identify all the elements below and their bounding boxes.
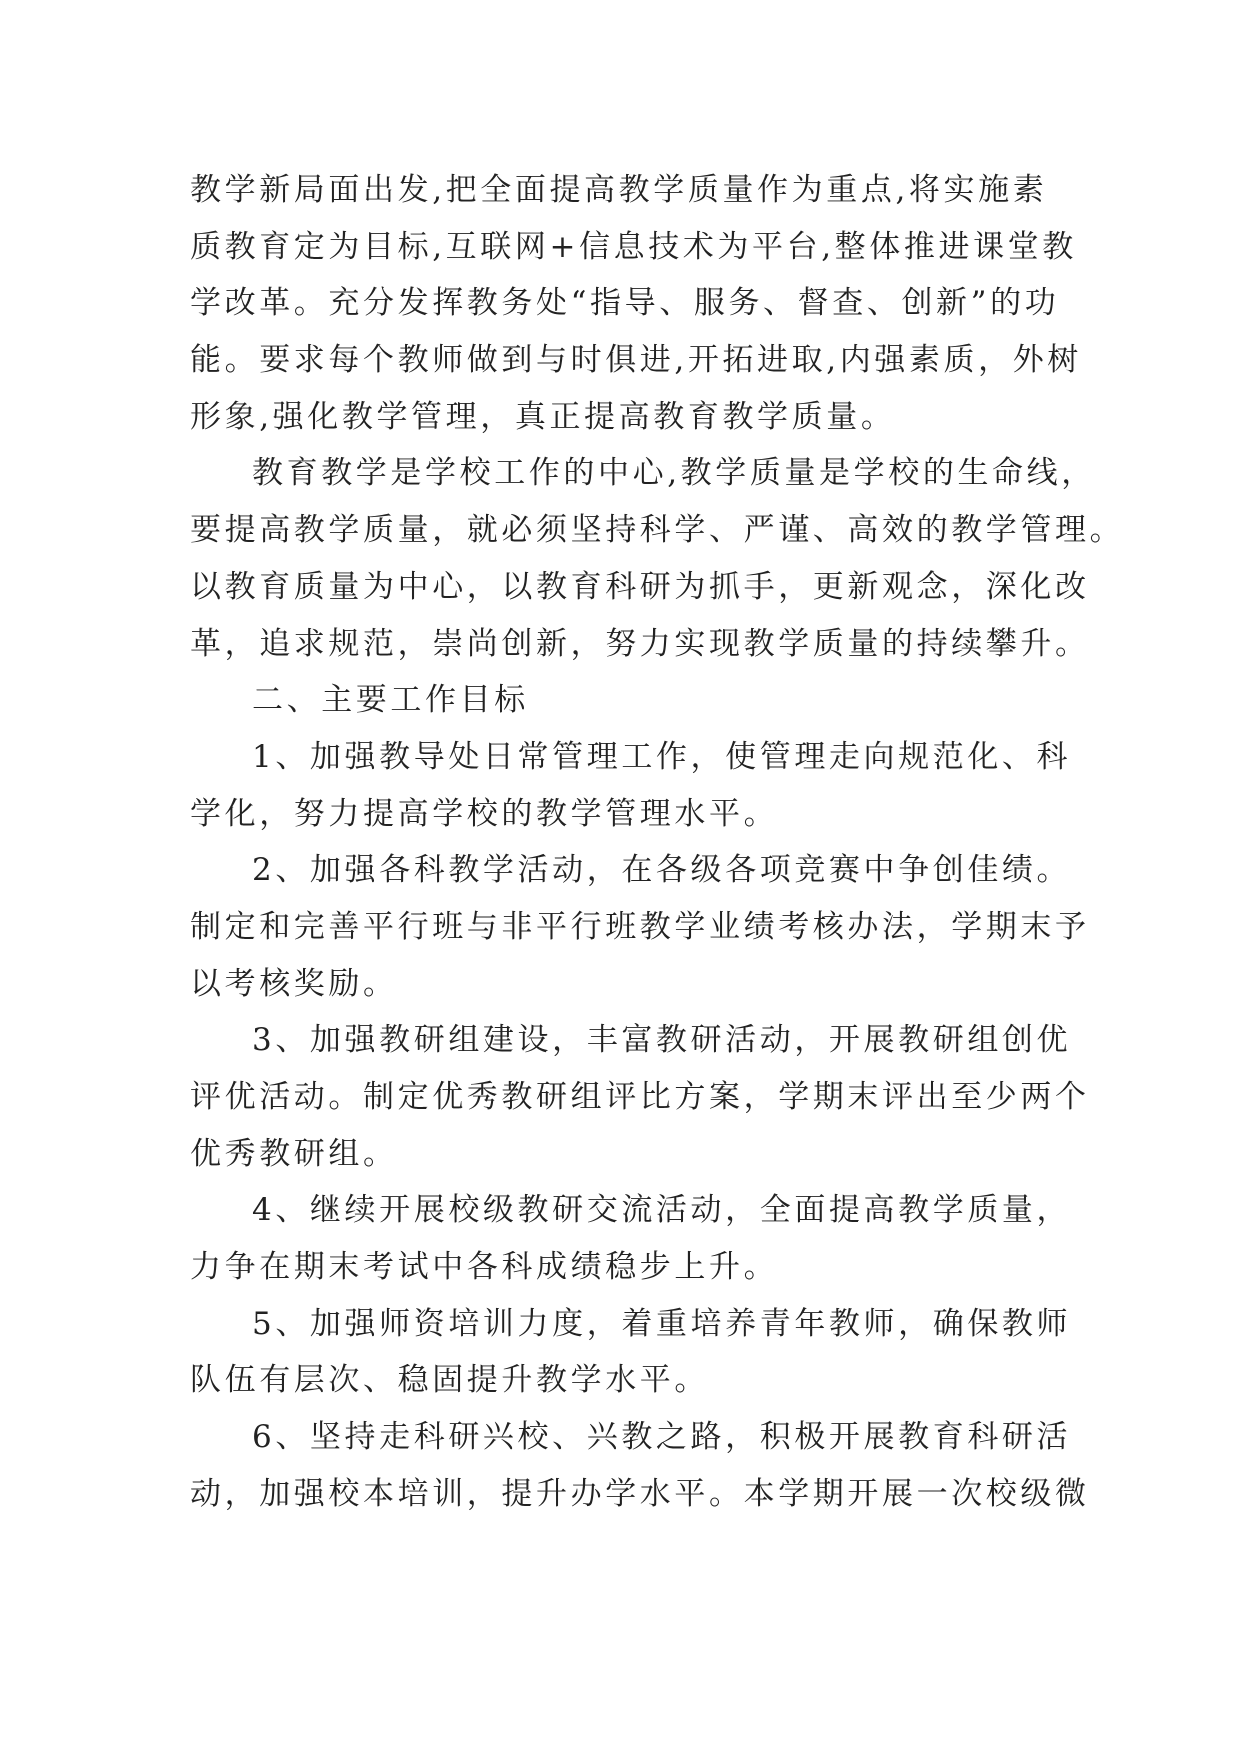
document-body xyxy=(190,162,1125,1523)
goal-item-3 xyxy=(190,1012,1090,1182)
text-line: 4、继续开展校级教研交流活动，全面提高教学质量， xyxy=(252,1192,1072,1229)
text-line: 队伍有层次、稳固提升教学水平。 xyxy=(190,1362,709,1399)
text-line: 学化，努力提高学校的教学管理水平。 xyxy=(190,795,779,832)
text-line: 1、加强教导处日常管理工作，使管理走向规范化、科 xyxy=(252,738,1072,775)
text-line: 学改革。充分发挥教务处“指导、服务、督查、创新”的功 xyxy=(190,285,1060,322)
text-line: 以教育质量为中心，以教育科研为抓手，更新观念，深化改 xyxy=(190,568,1090,605)
text-line: 教育教学是学校工作的中心,教学质量是学校的生命线， xyxy=(252,455,1096,492)
text-line: 3、加强教研组建设，丰富教研活动，开展教研组创优 xyxy=(252,1022,1072,1059)
goal-item-4 xyxy=(190,1182,1072,1295)
text-line: 2、加强各科教学活动，在各级各项竞赛中争创佳绩。 xyxy=(252,852,1072,889)
goal-item-2 xyxy=(190,842,1090,1012)
goal-item-5 xyxy=(190,1296,1072,1409)
text-line: 能。要求每个教师做到与时俱进,开拓进取,内强素质，外树 xyxy=(190,342,1082,379)
text-line: 6、坚持走科研兴校、兴教之路，积极开展教育科研活 xyxy=(252,1419,1072,1456)
text-line: 评优活动。制定优秀教研组评比方案，学期末评出至少两个 xyxy=(190,1079,1090,1115)
goal-item-6 xyxy=(190,1409,1090,1522)
text-line: 革，追求规范，崇尚创新，努力实现教学质量的持续攀升。 xyxy=(190,625,1090,662)
text-line: 动，加强校本培训，提升办学水平。本学期开展一次校级微 xyxy=(190,1475,1090,1512)
text-line: 力争在期末考试中各科成绩稳步上升。 xyxy=(190,1249,779,1286)
text-line: 优秀教研组。 xyxy=(190,1135,398,1172)
goal-item-1 xyxy=(190,729,1072,842)
text-line: 质教育定为目标,互联网+信息技术为平台,整体推进课堂教 xyxy=(190,228,1077,265)
text-line: 以考核奖励。 xyxy=(190,965,398,1002)
section-heading-main-goals xyxy=(190,672,1060,729)
text-line: 要提高教学质量，就必须坚持科学、严谨、高效的教学管理。 xyxy=(190,512,1125,549)
section-heading: 二、主要工作目标 xyxy=(252,682,529,719)
text-line: 教学新局面出发,把全面提高教学质量作为重点,将实施素 xyxy=(190,172,1048,208)
text-line: 5、加强师资培训力度，着重培养青年教师，确保教师 xyxy=(252,1305,1072,1342)
text-line: 形象,强化教学管理，真正提高教育教学质量。 xyxy=(190,398,896,435)
text-line: 制定和完善平行班与非平行班教学业绩考核办法，学期末予 xyxy=(190,908,1090,945)
paragraph-intro-continued xyxy=(190,162,1082,445)
paragraph-teaching-center xyxy=(190,445,1125,672)
